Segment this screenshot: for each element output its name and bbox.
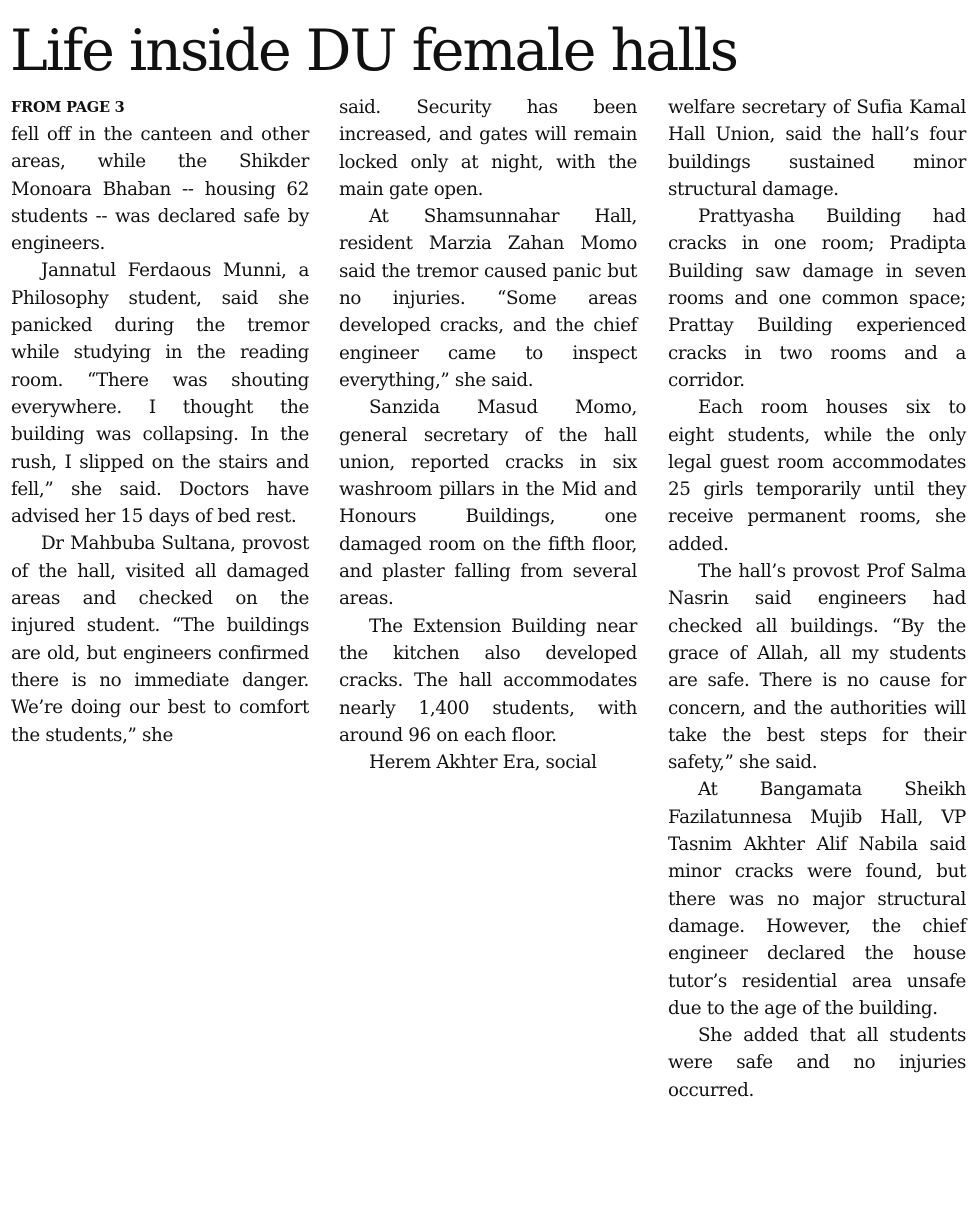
article-column-2 bbox=[339, 94, 637, 776]
article-paragraph: The Extension Building near the kitchen also developed cracks. The hall accommodates nearly 1,400 students, with around 96 on each floor. bbox=[339, 615, 637, 746]
headline: Life inside DU female halls bbox=[10, 18, 737, 84]
continuation-dateline: FROM PAGE 3 bbox=[11, 99, 125, 116]
article-paragraph: At Shamsunnahar Hall, resident Marzia Zahan Momo said the tremor caused panic but no injuries. “Some areas developed cracks, and the chief engineer came to inspect everything,” she said. bbox=[339, 206, 637, 391]
article-paragraph: At Bangamata Sheikh Fazilatunnesa Mujib Hall, VP Tasnim Akhter Alif Nabila said minor cracks were found, but there was no major structural damage. However, the chief engineer declared the house tutor’s residential area unsafe due to the age of the building. bbox=[668, 779, 966, 1019]
article-column-3 bbox=[668, 94, 966, 1104]
article-paragraph: The hall’s provost Prof Salma Nasrin said engineers had checked all buildings. “By the grace of Allah, all my students are safe. There is no cause for concern, and the authorities will take the best steps for their safety,” she said. bbox=[668, 561, 966, 774]
article-column-1 bbox=[11, 94, 309, 749]
article-paragraph: said. Security has been increased, and gates will remain locked only at night, with the main gate open. bbox=[339, 97, 637, 200]
article-paragraph: welfare secretary of Sufia Kamal Hall Union, said the hall’s four buildings sustained minor structural damage. bbox=[668, 97, 966, 200]
article-paragraph: Dr Mahbuba Sultana, provost of the hall, visited all damaged areas and checked on the injured student. “The buildings are old, but engineers confirmed there is no immediate danger. We’re doing our best to comfort the students,” she bbox=[11, 533, 309, 746]
article-paragraph: Herem Akhter Era, social bbox=[369, 752, 597, 774]
article-paragraph: Each room houses six to eight students, while the only legal guest room accommodates 25 girls temporarily until they receive permanent rooms, she added. bbox=[668, 397, 966, 555]
article-paragraph: Sanzida Masud Momo, general secretary of the hall union, reported cracks in six washroom pillars in the Mid and Honours Buildings, one damaged room on the fifth floor, and plaster falling from several areas. bbox=[339, 397, 637, 610]
article-paragraph: Prattyasha Building had cracks in one room; Pradipta Building saw damage in seven rooms and one common space; Prattay Building experienced cracks in two rooms and a corridor. bbox=[668, 206, 966, 391]
article-paragraph: fell off in the canteen and other areas, while the Shikder Monoara Bhaban -- housing 62 students -- was declared safe by engineers. bbox=[11, 124, 309, 255]
article-paragraph: Jannatul Ferdaous Munni, a Philosophy student, said she panicked during the tremor while studying in the reading room. “There was shouting everywhere. I thought the building was collapsing. In the rush, I slipped on the stairs and fell,” she said. Doctors have advised her 15 days of bed rest. bbox=[11, 260, 309, 528]
article-paragraph: She added that all students were safe and no injuries occurred. bbox=[668, 1025, 966, 1101]
